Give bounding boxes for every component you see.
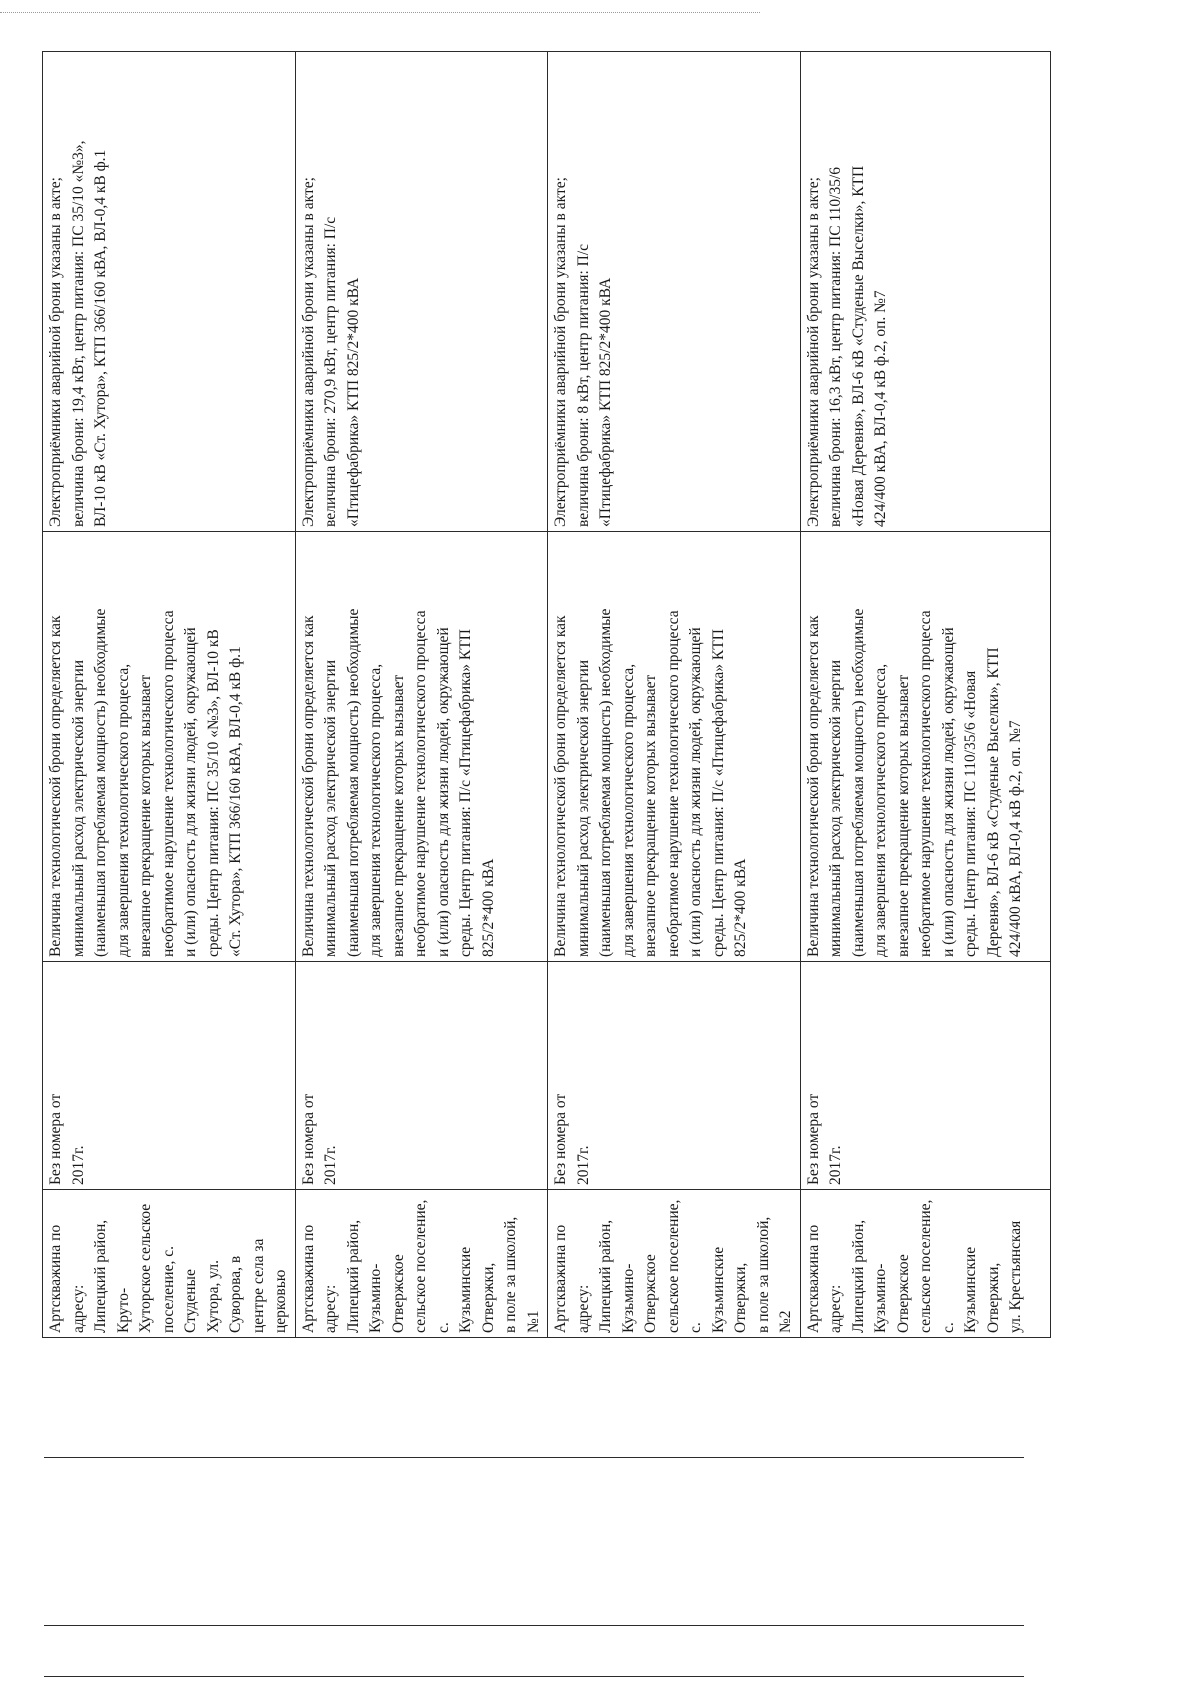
table-row — [548, 52, 801, 1338]
act-reference-cell: Без номера от 2017г. — [800, 962, 1050, 1190]
reserve-table — [42, 51, 1051, 1338]
object-address-cell: Артскважина по адресу: Липецкий район, Кузьмино-Отвержское сельское поселение, с. Кузьминские Отвержки, ул. Крестьянская — [800, 1190, 1050, 1338]
scan-top-edge — [0, 12, 760, 13]
object-address-cell: Артскважина по адресу: Липецкий район, Круто- Хуторское сельское поселение, с. Студеные Хутора, ул. Суворова, в центре села за церковью — [43, 1190, 296, 1338]
table-row — [800, 52, 1050, 1338]
act-reference-cell: Без номера от 2017г. — [295, 962, 548, 1190]
object-address-cell: Артскважина по адресу: Липецкий район, Кузьмино-Отвержское сельское поселение, с. Кузьминские Отвержки, в поле за школой, №2 — [548, 1190, 801, 1338]
technological-reserve-cell: Величина технологической брони определяется как минимальный расход электрической энергии (наименьшая потребляемая мощность) необходимые для завершения технологического процесса, внезапное прекращение которых вызывает необратимое нарушение технологического процесса и (или) опасность для жизни людей, окружающей среды. Центр питания: ПС 35/10 «№3», ВЛ-10 кВ «Ст. Хутора», КТП 366/160 кВА, ВЛ-0,4 кВ ф.1 — [43, 532, 296, 962]
horizontal-rule — [44, 1457, 1024, 1458]
horizontal-rule — [44, 1625, 1024, 1626]
horizontal-rule — [44, 1676, 1024, 1677]
emergency-reserve-cell: Электроприёмники аварийной брони указаны в акте; величина брони: 19,4 кВт, центр питания: ПС 35/10 «№3», ВЛ-10 кВ «Ст. Хутора», КТП 366/160 кВА, ВЛ-0,4 кВ ф.1 — [43, 52, 296, 532]
act-reference-cell: Без номера от 2017г. — [43, 962, 296, 1190]
object-address-cell: Артскважина по адресу: Липецкий район, Кузьмино-Отвержское сельское поселение, с. Кузьминские Отвержки, в поле за школой, №1 — [295, 1190, 548, 1338]
emergency-reserve-cell: Электроприёмники аварийной брони указаны в акте; величина брони: 270,9 кВт, центр питания: П/с «Птицефабрика» КТП 825/2*400 кВА — [295, 52, 548, 532]
rotated-table-container — [42, 52, 1042, 1338]
emergency-reserve-cell: Электроприёмники аварийной брони указаны в акте; величина брони: 8 кВт, центр питания: П/с «Птицефабрика» КТП 825/2*400 кВА — [548, 52, 801, 532]
technological-reserve-cell: Величина технологической брони определяется как минимальный расход электрической энергии (наименьшая потребляемая мощность) необходимые для завершения технологического процесса, внезапное прекращение которых вызывает необратимое нарушение технологического процесса и (или) опасность для жизни людей, окружающей среды. Центр питания: П/с «Птицефабрика» КТП 825/2*400 кВА — [295, 532, 548, 962]
emergency-reserve-cell: Электроприёмники аварийной брони указаны в акте; величина брони: 16,3 кВт, центр питания: ПС 110/35/6 «Новая Деревня», ВЛ-6 кВ «Студеные Выселки», КТП 424/400 кВА, ВЛ-0,4 кВ ф.2, оп. №7 — [800, 52, 1050, 532]
table-row — [43, 52, 296, 1338]
act-reference-cell: Без номера от 2017г. — [548, 962, 801, 1190]
technological-reserve-cell: Величина технологической брони определяется как минимальный расход электрической энергии (наименьшая потребляемая мощность) необходимые для завершения технологического процесса, внезапное прекращение которых вызывает необратимое нарушение технологического процесса и (или) опасность для жизни людей, окружающей среды. Центр питания: П/с «Птицефабрика» КТП 825/2*400 кВА — [548, 532, 801, 962]
table-row — [295, 52, 548, 1338]
technological-reserve-cell: Величина технологической брони определяется как минимальный расход электрической энергии (наименьшая потребляемая мощность) необходимые для завершения технологического процесса, внезапное прекращение которых вызывает необратимое нарушение технологического процесса и (или) опасность для жизни людей, окружающей среды. Центр питания: ПС 110/35/6 «Новая Деревня», ВЛ-6 кВ «Студеные Выселки», КТП 424/400 кВА, ВЛ-0,4 кВ ф.2, оп. №7 — [800, 532, 1050, 962]
